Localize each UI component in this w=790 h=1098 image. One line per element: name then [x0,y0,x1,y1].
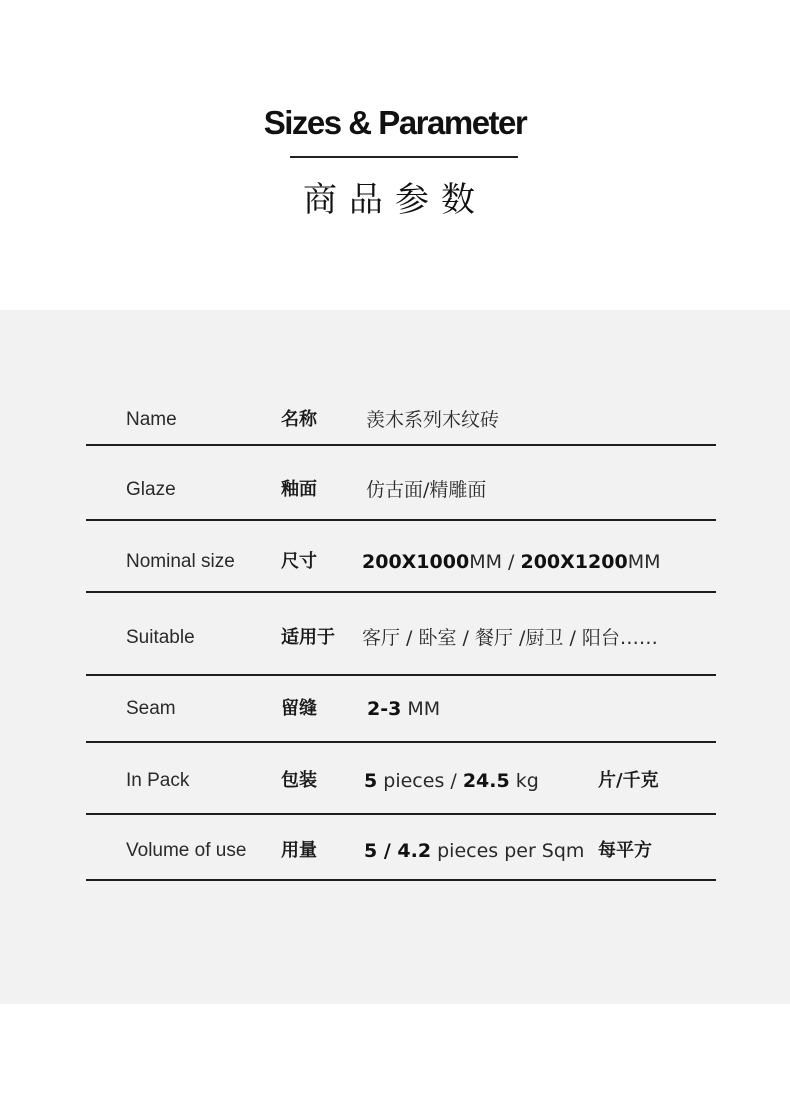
row-label-cn: 用量 [281,840,317,861]
row-label-cn: 留缝 [281,698,317,719]
row-divider [86,741,716,743]
pack-weight-unit: kg [509,770,539,792]
size-unit: MM [627,551,661,573]
row-unit-cn: 片/千克 [598,770,659,791]
row-label-cn: 釉面 [281,479,317,500]
row-divider [86,591,716,593]
row-unit-cn: 每平方 [598,840,652,861]
row-label-en: Suitable [126,627,195,648]
volume-value: 5 / 4.2 [364,840,432,862]
row-value [364,839,584,863]
seam-value: 2-3 [367,698,402,720]
page-subtitle: 商品参数 [303,180,487,220]
size-unit-sep: MM / [469,551,521,573]
row-divider [86,879,716,881]
row-value [364,769,539,793]
row-divider [86,444,716,446]
row-value: 仿古面/精雕面 [366,479,487,501]
row-label-en: Seam [126,698,176,719]
seam-unit: MM [401,698,441,720]
row-label-cn: 包装 [281,770,317,791]
row-value: 羡木系列木纹砖 [366,409,500,431]
row-label-cn: 名称 [281,409,317,430]
row-divider [86,674,716,676]
size-value-2: 200X1200 [520,551,628,573]
pack-pieces-unit: pieces / [377,770,463,792]
row-label-en: Glaze [126,479,176,500]
page-title: Sizes & Parameter [263,104,527,141]
row-label-cn: 适用于 [281,627,335,648]
header-section [0,0,790,310]
size-value-1: 200X1000 [362,551,470,573]
row-label-en: Name [126,409,177,430]
pack-weight: 24.5 [462,770,510,792]
row-value [362,550,660,574]
volume-unit: pieces per Sqm [431,840,585,862]
pack-pieces: 5 [364,770,378,792]
row-label-en: Volume of use [126,840,247,861]
title-divider [290,156,518,158]
row-divider [86,813,716,815]
row-label-en: Nominal size [126,551,235,572]
row-label-cn: 尺寸 [281,551,317,572]
row-label-en: In Pack [126,770,190,791]
row-value: 客厅 / 卧室 / 餐厅 /厨卫 / 阳台…… [362,627,658,649]
row-divider [86,519,716,521]
row-value [367,697,440,721]
